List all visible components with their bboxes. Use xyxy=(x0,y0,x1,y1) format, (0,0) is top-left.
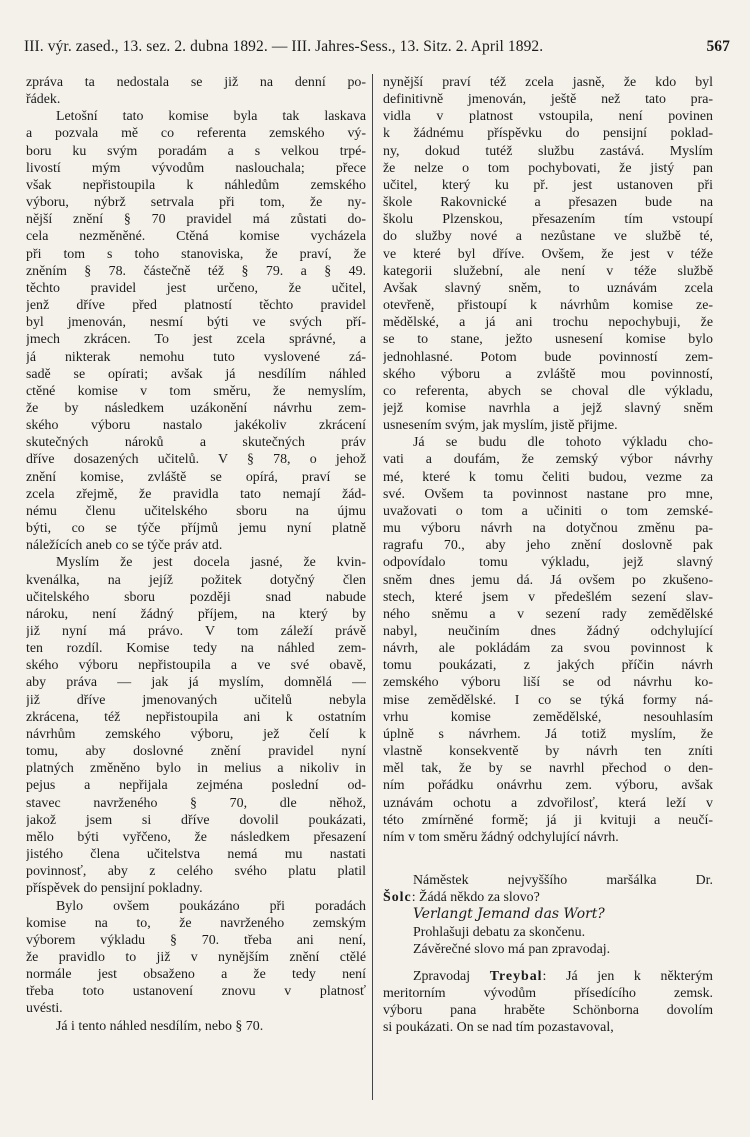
text-line: řádek. xyxy=(26,92,61,108)
text-line: usnesením svým, jak myslím, jistě přijme. xyxy=(383,418,618,434)
text-line: a pozvala mě co referenta zemského vý- xyxy=(26,126,366,142)
text-line: aby práva — jak já myslím, domnělá — xyxy=(26,675,366,691)
text-line: definitivně jmenován, ještě než tato pra- xyxy=(383,92,713,108)
text-line: jednohlasné. Potom bude povinností zem- xyxy=(383,349,713,365)
rapporteur-text: : Já jen k některým xyxy=(542,968,713,984)
text-line: livostí mým vývodům naslouchala; přece xyxy=(26,160,366,176)
header-title: III. výr. zased., 13. sez. 2. dubna 1892. — III. Jahres-Sess., 13. Sitz. 2. April 1892. xyxy=(24,38,544,55)
text-line: komise na to, že navrženého zemským xyxy=(26,915,366,931)
text-line: ského výboru nastalo jakékoliv zkrácení xyxy=(26,418,366,434)
text-line: stavec navrženého § 70, dle něhož, xyxy=(26,795,366,811)
text-line: úplně s návrhem. Já totiž myslím, že xyxy=(383,726,713,742)
text-line: zcela zřejmě, že pravidla tato nemají žád- xyxy=(26,486,366,502)
text-line: výboru pana hraběte Schönborna dovolím xyxy=(383,1003,713,1019)
text-line: nější znění § 70 pravidel má zůstati do- xyxy=(26,212,366,228)
text-line: stech, které jsem v předešlém sezení slav- xyxy=(383,589,713,605)
text-line: této zmírněné formě; já ji kvituji a neučí- xyxy=(383,812,713,828)
text-line: Myslím že jest docela jasné, že kvin- xyxy=(56,555,366,571)
text-line: Já se budu dle tohoto výkladu cho- xyxy=(413,435,713,451)
right-column xyxy=(383,74,713,1036)
text-line: že pravidlo to již v nynějším znění ctělé xyxy=(26,949,366,965)
text-line: nároku, není žádný příjem, na který by xyxy=(26,606,366,622)
text-line: kategorii služební, ale není v téže službě xyxy=(383,263,713,279)
text-line: jistého člena učitelstva nemá mu nastati xyxy=(26,847,366,863)
text-line: odpovídalo tomu výkladu, jejž slavný xyxy=(383,555,713,571)
text-line: sadě se opírati; avšak já nesdílím náhled xyxy=(26,366,366,382)
text-line: výborem výkladu § 70. třeba ani není, xyxy=(26,932,366,948)
text-line: Letošní tato komise byla tak laskava xyxy=(56,109,366,125)
text-line: nabyl, neučiním dnes žádný odchylující xyxy=(383,624,713,639)
german-line: Verlangt Jemand das Wort? xyxy=(413,906,605,923)
text-line: kvenálka, na jejíž požitek dotyčný člen xyxy=(26,572,366,588)
text-line: jenž dříve před platností těchto pravidel xyxy=(26,298,366,314)
text-line: své. Ovšem ta povinnost nastane pro mne, xyxy=(383,486,713,502)
text-line: škole Rakovnické a přesazen bude na xyxy=(383,195,713,211)
text-line: mise zemědělské. I co se týká formy ná- xyxy=(383,692,713,708)
text-line: měl tak, že by se navrhl přechod o den- xyxy=(383,761,713,777)
running-header xyxy=(24,38,730,56)
text-line: otevřeně, přistoupí k návrhům komise ze- xyxy=(383,298,713,314)
text-line: Bylo ovšem poukázáno při poradách xyxy=(56,898,366,914)
text-line: znění komise, zvláště se opírá, praví se xyxy=(26,469,366,485)
text-line: ním pořádku onávrhu zem. výboru, avšak xyxy=(383,778,713,794)
text-line: vrhu komise zemědělské, nesouhlasím xyxy=(383,709,713,725)
text-line: výboru, nýbrž setrvala při tom, že ny- xyxy=(26,195,366,211)
text-line: mělo býti vyřčeno, že následkem přesazení xyxy=(26,829,366,845)
rapporteur-line xyxy=(383,968,713,985)
text-line: ského výboru nepřistoupila a ve své obavě, xyxy=(26,658,366,674)
text-line: těchto pravidel jest určeno, že učitel, xyxy=(26,280,366,296)
text-line: již dříve jmenovaných učitelů nebyla xyxy=(26,692,366,708)
text-line: ctěné komise v tom směru, že nemyslím, xyxy=(26,383,366,399)
text-line: já nikterak nemohu tuto vyslovené zá- xyxy=(26,349,366,365)
text-line: uvésti. xyxy=(26,1001,63,1017)
text-line: zpráva ta nedostala se již na denní po- xyxy=(26,75,366,90)
text-line: že nelze o tom pochybovati, že jistý pan xyxy=(383,160,713,176)
text-line: ného sněmu a v sezení rady zemědělské xyxy=(383,606,713,622)
text-line: mědělské, a já ani trochu nepochybuji, že xyxy=(383,315,713,331)
text-line: tomu, aby doslovné znění pravidel nyní xyxy=(26,744,366,760)
text-line: býti, co se týče příjmů jemu nyní platně xyxy=(26,521,366,537)
text-line: náležících aneb co se týče práv atd. xyxy=(26,538,223,554)
left-column xyxy=(26,74,366,1035)
text-line: že by následkem uzákonění návrhu zem- xyxy=(26,400,366,416)
text-line: nému členu učitelského sboru na újmu xyxy=(26,503,366,519)
text-line: jmech zkrácen. To jest zcela správné, a xyxy=(26,332,366,348)
rapporteur-name: Treybal xyxy=(489,968,543,984)
text-line: Avšak slavný sněm, to uznávám zcela xyxy=(383,280,713,296)
text-line: však nepřistoupila k náhledům zemského xyxy=(26,177,366,193)
text-line: byl jmenován, nesmí býti ve svých pří- xyxy=(26,315,366,331)
text-line: ten rozdíl. Komise tedy na náhled zem- xyxy=(26,641,366,657)
column-divider xyxy=(372,74,373,1100)
rapporteur-label: Zpravodaj xyxy=(413,968,490,984)
text-line: boru ku svým poradám a s velkou trpé- xyxy=(26,143,366,159)
speaker-text: : Žádá někdo za slovo? xyxy=(411,890,540,906)
speaker-line xyxy=(383,889,713,906)
speaker-name: Šolc xyxy=(383,890,412,906)
text-line: ského výboru a zvláště mou povinností, xyxy=(383,366,713,382)
text-line: školu Plzenskou, přesazením tím vstoupí xyxy=(383,212,713,228)
text-line: do služby nové a nezůstane ve službě té, xyxy=(383,229,713,245)
text-line: vlastně konsekventě by návrh ten zníti xyxy=(383,744,713,760)
text-line: uvažovati o tom a učiniti o tom zemské- xyxy=(383,503,713,519)
text-line: nynější praví též zcela jasně, že kdo byl xyxy=(383,75,713,90)
text-line: již nyní má právo. V tom záleží právě xyxy=(26,624,366,639)
text-line: příspěvek do pensijní pokladny. xyxy=(26,881,203,897)
text-line: návrh, ale pokládám za svou povinnost k xyxy=(383,641,713,657)
text-line: pejus a nepřijala zejména poslední od- xyxy=(26,778,366,794)
text-line: Prohlašuji debatu za skončenu. xyxy=(413,924,586,940)
text-line: mu výboru návrh na dotyčnou změnu pa- xyxy=(383,521,713,537)
text-line: vidla v platnost vstoupila, není povinen xyxy=(383,109,713,125)
text-line: platných změněno bylo in melius a nikoliv in xyxy=(26,761,366,777)
text-line: uznávám ochotu a zdvořilosť, která leží v xyxy=(383,795,713,811)
text-line: ny, dokud tutéž službu zastává. Myslím xyxy=(383,143,713,159)
text-line: povinnosť, aby z celého svého platu platil xyxy=(26,864,366,880)
text-line: sněm dnes jemu dá. Já ovšem po zkušeno- xyxy=(383,572,713,588)
speaker-intro-line: Náměstek nejvyššího maršálka Dr. xyxy=(413,873,713,889)
text-line: dříve dosazených učitelů. V § 78, o jehož xyxy=(26,452,366,468)
text-line: skutečných nároků a skutečných práv xyxy=(26,435,366,451)
text-line: Já i tento náhled nesdílím, nebo § 70. xyxy=(56,1018,264,1034)
text-line: si poukázati. On se nad tím pozastavoval, xyxy=(383,1020,614,1036)
text-line: třeba toto ustanovení znovu v platnosť xyxy=(26,984,366,1000)
text-line: při tom s toho stanoviska, že praví, že xyxy=(26,246,366,262)
text-line: zněním § 78. částečně též § 79. a § 49. xyxy=(26,263,366,279)
text-line: učitelského sboru později snad nabude xyxy=(26,589,366,605)
text-line: tomu poukázati, z jakých příčin návrh xyxy=(383,658,713,674)
text-line: mé, které k tomu čeliti budou, vezme za xyxy=(383,469,713,485)
text-line: zkrácena, též nepřistoupila ani k ostatním xyxy=(26,709,366,725)
text-line: se to stane, ježto usnesení komise bylo xyxy=(383,332,713,348)
text-line: učitel, který ku př. jest ustanoven při xyxy=(383,177,713,193)
text-line: ragrafu 70., aby jeho znění doslovně pak xyxy=(383,538,713,554)
text-line: návrhům zemského výboru, jež čelí k xyxy=(26,726,366,742)
text-line: ve které byl dříve. Ovšem, že jest v téže xyxy=(383,246,713,262)
text-line: zemského výboru liší se od návrhu ko- xyxy=(383,675,713,691)
text-line: meritorním vývodům přísedícího zemsk. xyxy=(383,985,713,1001)
text-line: ním v tom směru žádný odchylující návrh. xyxy=(383,829,619,845)
text-line: cela nezměněné. Ctěná komise vycházela xyxy=(26,229,366,245)
text-line: vati a doufám, že zemský výbor návrhy xyxy=(383,452,713,468)
text-line: jakož jsem si dříve dovolil poukázati, xyxy=(26,812,366,828)
text-line: k žádnému příspěvku do pensijní poklad- xyxy=(383,126,713,142)
text-line: Závěrečné slovo má pan zpravodaj. xyxy=(413,941,611,957)
text-line: jejž komise navrhla a jejž slavný sněm xyxy=(383,400,713,416)
text-line: normále jest obsaženo a že tedy není xyxy=(26,967,366,983)
text-line: co referenta, abych se choval dle výkladu, xyxy=(383,383,713,399)
page-number: 567 xyxy=(706,38,730,55)
